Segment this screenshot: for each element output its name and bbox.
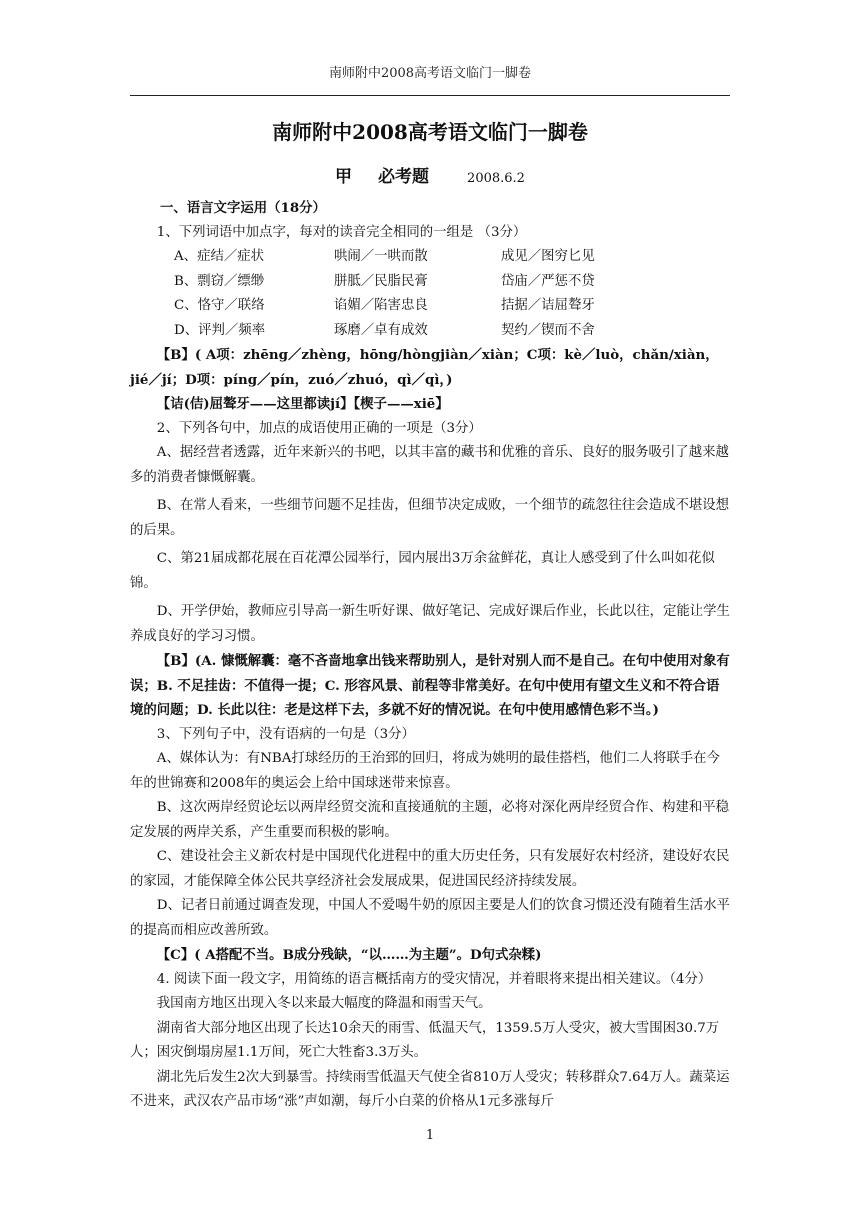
subtitle-part: 甲 xyxy=(335,167,355,187)
question-2-option-a: A、据经营者透露，近年来新兴的书吧，以其丰富的藏书和优雅的音乐、良好的服务吸引了越来越多的消费者慷慨解囊。 xyxy=(130,445,729,485)
question-2-option-d: D、开学伊始，教师应引导高一新生听好课、做好笔记、完成好课后作业，长此以往，定能让学生养成良好的学习习惯。 xyxy=(130,604,730,644)
option-cell: A、症结／症状 xyxy=(174,249,265,264)
question-3-option-b: B、这次两岸经贸论坛以两岸经贸交流和直接通航的主题，必将对深化两岸经贸合作、构建和平稳定发展的两岸关系，产生重要而积极的影响。 xyxy=(130,800,730,840)
question-4-passage: 湖南省大部分地区出现了长达10余天的雨雪、低温天气，1359.5万人受灾，被大雪围困30.7万人；困灾倒塌房屋1.1万间，死亡大牲畜3.3万头。 xyxy=(130,1020,720,1060)
question-1-option-c xyxy=(130,294,732,319)
option-cell: 成见／图穷匕见 xyxy=(501,249,595,264)
option-cell: B、剽窃／缥缈 xyxy=(174,273,265,289)
question-1-option-d xyxy=(130,319,732,344)
question-3-stem: 3、下列句子中，没有语病的一句是（3分） xyxy=(156,726,415,742)
option-cell: 哄闹／一哄而散 xyxy=(334,249,428,264)
question-2-answer: 【B】(A. 慷慨解囊：毫不吝啬地拿出钱来帮助别人，是针对别人而不是自己。在句中使用对象有误；B. 不足挂齿：不值得一提；C. 形容风景、前程等非常美好。在句中使用有望文生义和不符合语境的问题；D. 长此以往：老是这样下去，多就不好的情况说。在句中使用感情色彩不当。) xyxy=(130,653,730,718)
header-rule xyxy=(130,95,730,96)
question-3-answer: 【C】( A搭配不当。B成分残缺，“以……为主题”。D句式杂糅) xyxy=(156,947,542,963)
question-2-option-c: C、第21届成都花展在百花潭公园举行，园内展出3万余盆鲜花，真让人感受到了什么叫如花似锦。 xyxy=(130,551,715,591)
option-cell: 拮据／诘屈聱牙 xyxy=(501,298,595,313)
option-cell: 谄媚／陷害忠良 xyxy=(334,298,428,313)
question-4-stem: 4. 阅读下面一段文字，用简练的语言概括南方的受灾情况，并着眼将来提出相关建议。（4分） xyxy=(156,971,712,987)
question-2-stem: 2、下列各句中，加点的成语使用正确的一项是（3分） xyxy=(156,420,482,436)
document-body xyxy=(130,196,732,1115)
question-1-stem: 1、下列词语中加点字，每对的读音完全相同的一组是 （3分） xyxy=(156,224,527,240)
question-1-note: 【诘(佶)屈聱牙——这里都读jí】【楔子——xiē】 xyxy=(156,396,449,412)
subtitle-date: 2008.6.2 xyxy=(467,171,525,186)
question-3-option-c: C、建设社会主义新农村是中国现代化进程中的重大历史任务，只有发展好农村经济，建设好农民的家园，才能保障全体公民共享经济社会发展成果，促进国民经济持续发展。 xyxy=(130,849,730,889)
section-subtitle xyxy=(0,162,860,187)
question-1-option-b xyxy=(130,270,732,295)
running-header: 南师附中2008高考语文临门一脚卷 xyxy=(328,66,532,81)
question-1-answer: 【B】( A项：zhēng／zhèng，hōng/hòngjiàn／xiàn；C项：kè／luò，chǎn/xiàn，jié／jí；D项：píng／pín，zuó／zhuó，qì／qì，) xyxy=(130,347,719,388)
question-4-passage: 我国南方地区出现入冬以来最大幅度的降温和雨雪天气。 xyxy=(156,996,492,1011)
option-cell: 琢磨／卓有成效 xyxy=(334,322,428,338)
option-cell: 胼胝／民脂民膏 xyxy=(334,273,428,289)
question-2-option-b: B、在常人看来，一些细节问题不足挂齿，但细节决定成败，一个细节的疏忽往往会造成不堪设想的后果。 xyxy=(130,498,730,538)
option-cell: 岱庙／严惩不贷 xyxy=(501,273,595,289)
option-cell: C、恪守／联络 xyxy=(174,298,265,313)
document-title: 南师附中2008高考语文临门一脚卷 xyxy=(272,120,588,144)
question-4-passage: 湖北先后发生2次大到暴雪。持续雨雪低温天气使全省810万人受灾；转移群众7.64万人。蔬菜运不进来，武汉农产品市场“涨”声如潮，每斤小白菜的价格从1元多涨每斤 xyxy=(130,1069,730,1109)
question-3-option-a: A、媒体认为：有NBA打球经历的王治郅的回归，将成为姚明的最佳搭档，他们二人将联手在今年的世锦赛和2008年的奥运会上给中国球迷带来惊喜。 xyxy=(130,751,720,791)
page-number: 1 xyxy=(425,1128,435,1143)
question-3-option-d: D、记者日前通过调查发现，中国人不爱喝牛奶的原因主要是人们的饮食习惯还没有随着生活水平的提高而相应改善所致。 xyxy=(130,898,730,938)
section-heading: 一、语言文字运用（18分） xyxy=(160,200,326,216)
option-cell: D、评判／频率 xyxy=(174,322,266,338)
option-cell: 契约／锲而不舍 xyxy=(501,322,595,338)
question-1-option-a xyxy=(130,245,732,270)
subtitle-name: 必考题 xyxy=(378,167,430,187)
